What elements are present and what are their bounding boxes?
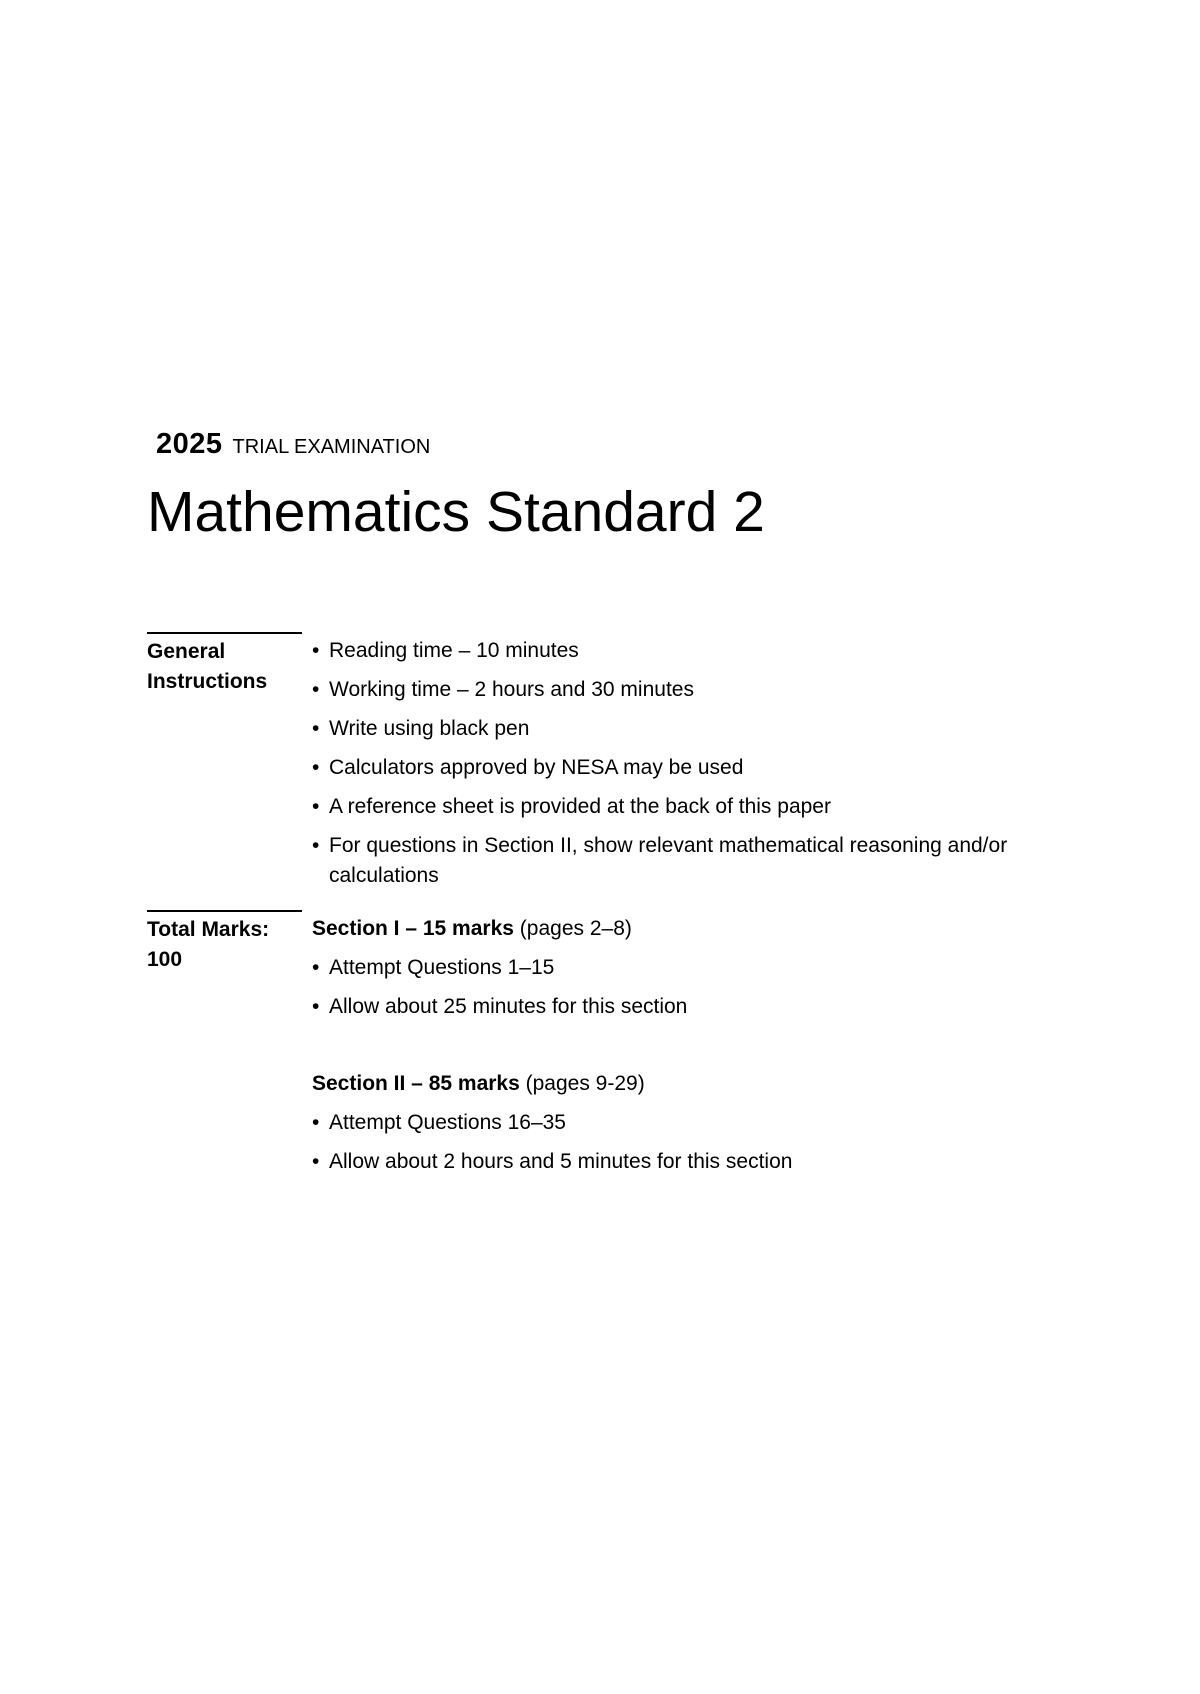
page-title: Mathematics Standard 2: [147, 480, 765, 544]
exam-header: [156, 428, 430, 461]
sections-list: [312, 914, 1072, 1186]
general-label-line1: General: [147, 640, 226, 663]
section-1-item: • Attempt Questions 1–15: [312, 953, 1072, 983]
instruction-item: • For questions in Section II, show relevant mathematical reasoning and/or calculations: [312, 831, 1072, 891]
instruction-item: • Write using black pen: [312, 714, 1072, 744]
divider-general: [147, 632, 302, 634]
section-2-heading: Section II – 85 marks (pages 9-29): [312, 1072, 645, 1095]
instruction-item: • Calculators approved by NESA may be used: [312, 753, 1072, 783]
general-label-line2: Instructions: [147, 670, 268, 693]
instruction-item: • Working time – 2 hours and 30 minutes: [312, 675, 1072, 705]
section-2-item: • Allow about 2 hours and 5 minutes for this section: [312, 1147, 1072, 1177]
divider-total: [147, 910, 302, 912]
section-1-heading: Section I – 15 marks (pages 2–8): [312, 917, 632, 940]
exam-type: TRIAL EXAMINATION: [232, 436, 431, 458]
general-instructions-list: [312, 636, 1072, 900]
exam-year: 2025: [156, 428, 223, 460]
total-label-line1: Total Marks:: [147, 918, 270, 941]
general-instructions-label: [147, 637, 297, 697]
total-marks-value: 100: [147, 948, 183, 971]
section-2-item: • Attempt Questions 16–35: [312, 1108, 1072, 1138]
total-marks-label: [147, 915, 297, 975]
section-1-item: • Allow about 25 minutes for this section: [312, 992, 1072, 1022]
instruction-item: • A reference sheet is provided at the back of this paper: [312, 792, 1072, 822]
instruction-item: • Reading time – 10 minutes: [312, 636, 1072, 666]
